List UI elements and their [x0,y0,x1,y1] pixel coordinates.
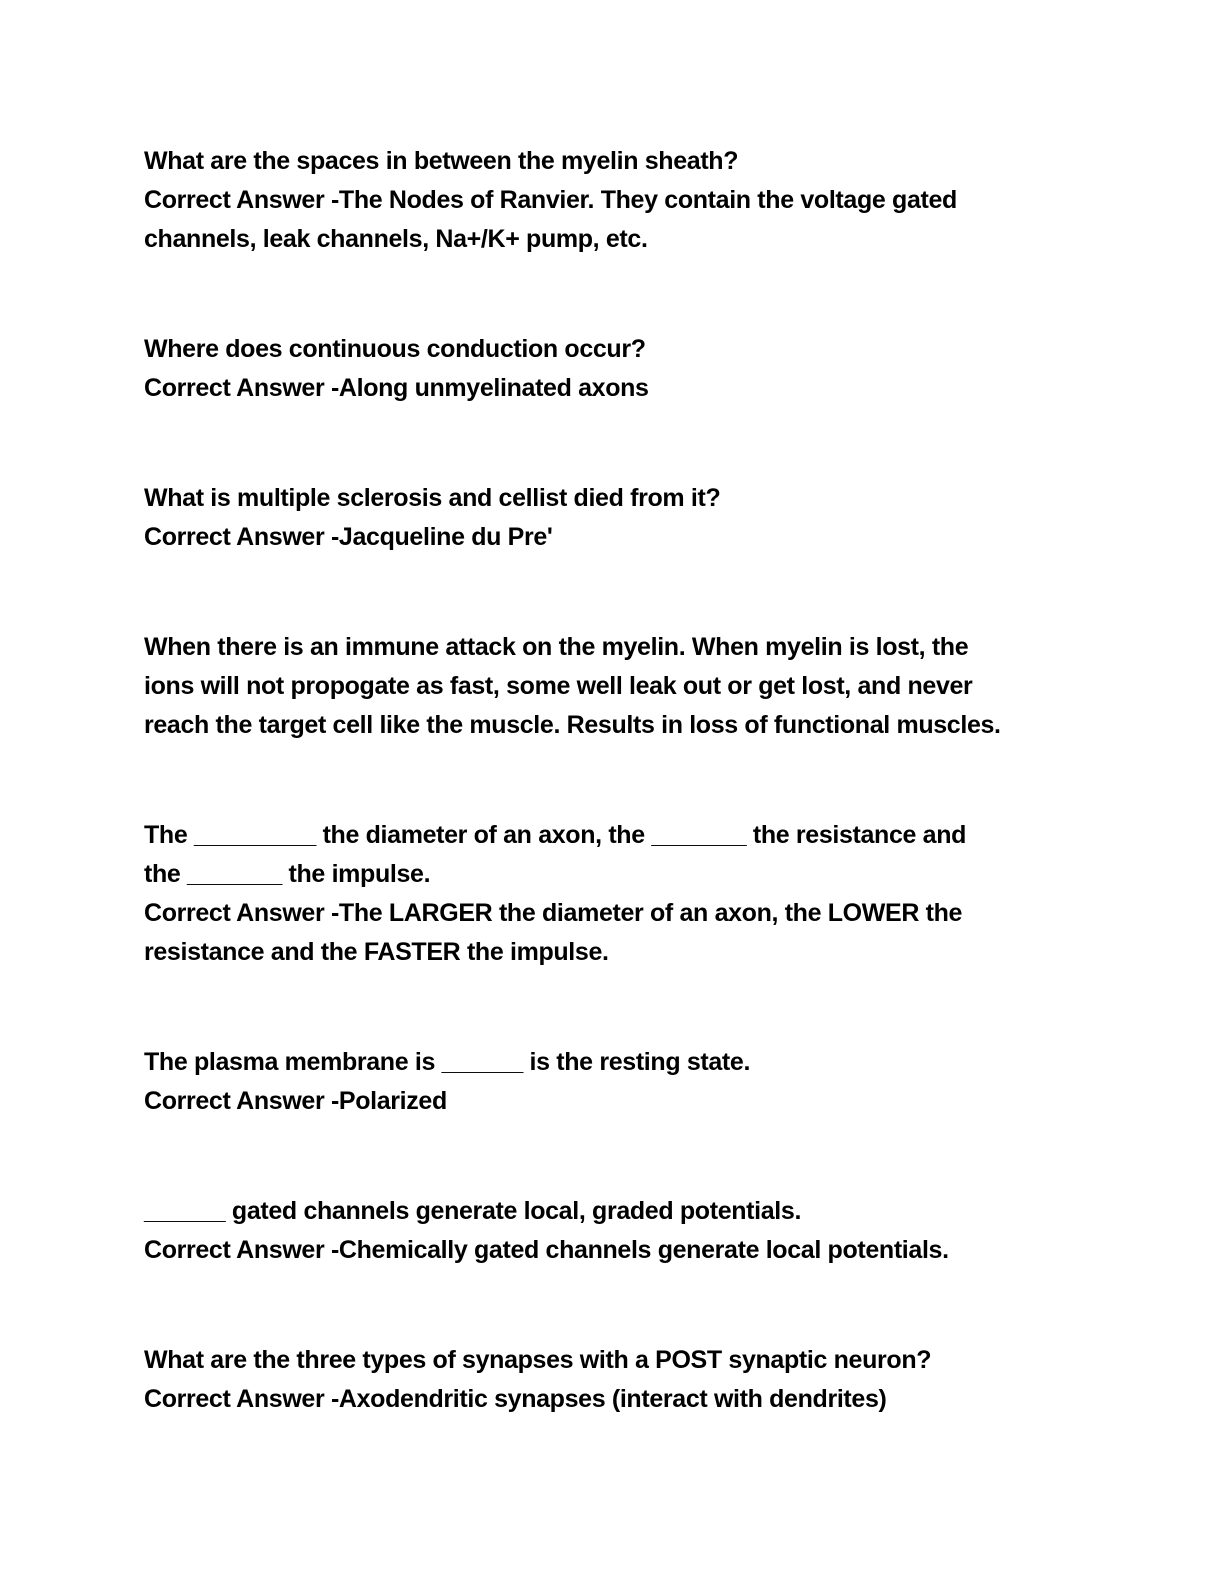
question-text: What are the three types of synapses with a POST synaptic neuron? [144,1346,932,1374]
question-text: Where does continuous conduction occur? [144,335,646,363]
answer-text: Correct Answer -The Nodes of Ranvier. They contain the voltage gated [144,186,957,214]
question-text: What is multiple sclerosis and cellist died from it? [144,484,721,512]
answer-text-continued: resistance and the FASTER the impulse. [144,938,609,966]
question-text: What are the spaces in between the myelin sheath? [144,147,739,175]
answer-text: Correct Answer -Jacqueline du Pre' [144,523,553,551]
answer-text: Correct Answer -Along unmyelinated axons [144,374,649,402]
question-text: The plasma membrane is ______ is the resting state. [144,1048,751,1076]
answer-text: Correct Answer -Axodendritic synapses (interact with dendrites) [144,1385,887,1413]
paragraph-text: ions will not propogate as fast, some well leak out or get lost, and never [144,672,973,700]
answer-text: Correct Answer -Polarized [144,1087,447,1115]
question-text: The _________ the diameter of an axon, the _______ the resistance and [144,821,967,849]
paragraph-text: reach the target cell like the muscle. Results in loss of functional muscles. [144,711,1001,739]
question-text: ______ gated channels generate local, graded potentials. [144,1197,802,1225]
answer-text: Correct Answer -Chemically gated channels generate local potentials. [144,1236,949,1264]
answer-text-continued: channels, leak channels, Na+/K+ pump, etc. [144,225,648,253]
question-text-continued: the _______ the impulse. [144,860,431,888]
answer-text: Correct Answer -The LARGER the diameter of an axon, the LOWER the [144,899,963,927]
paragraph-text: When there is an immune attack on the myelin. When myelin is lost, the [144,633,969,661]
